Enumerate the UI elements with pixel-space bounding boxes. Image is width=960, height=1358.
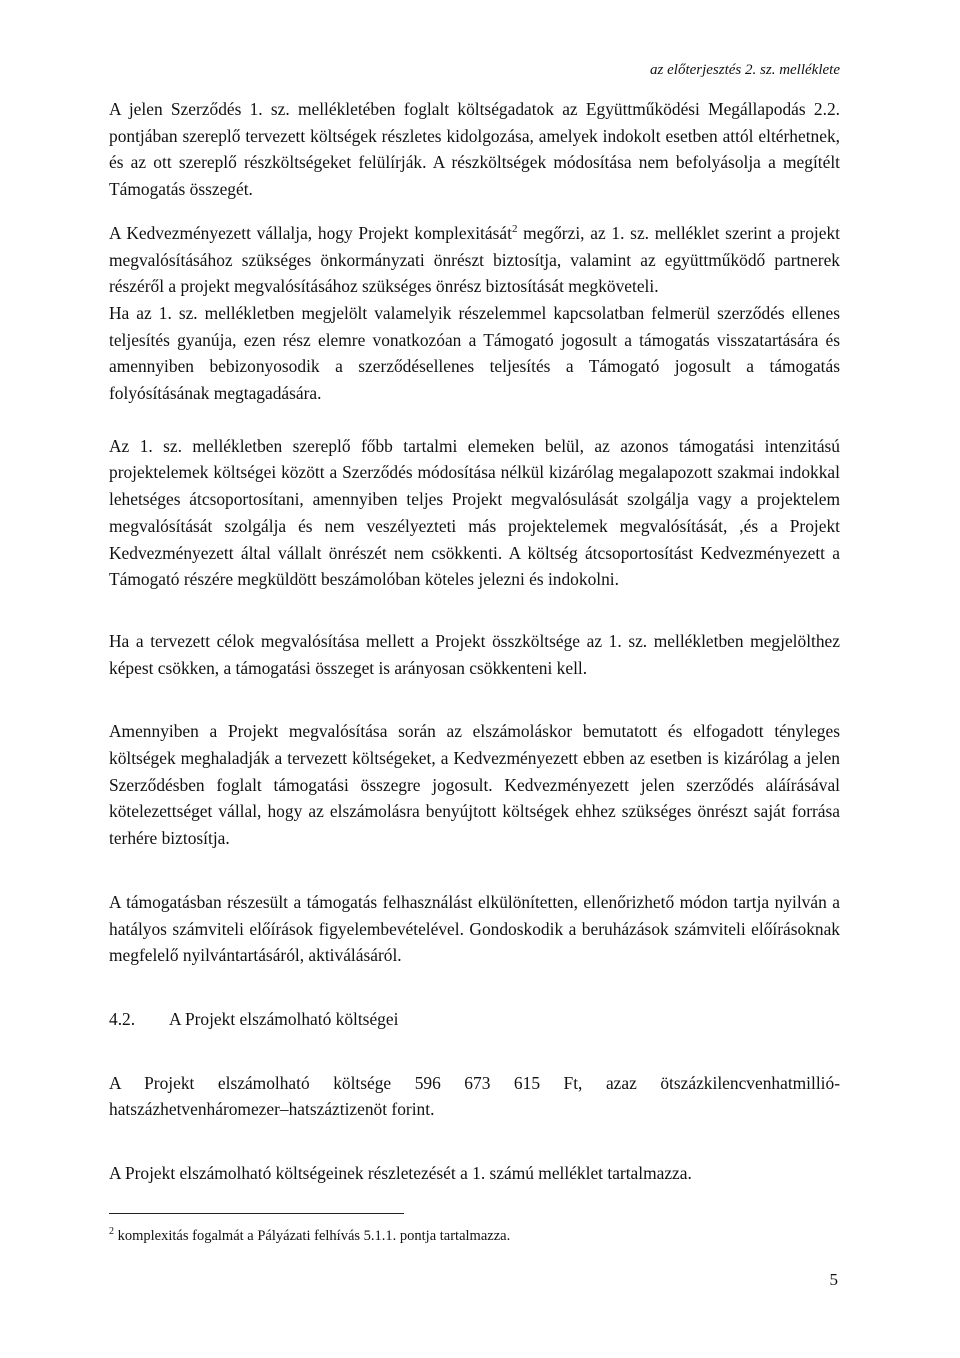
header-note: az előterjesztés 2. sz. melléklete (650, 62, 840, 78)
section-number: 4.2. (109, 1008, 136, 1029)
document-body (109, 96, 840, 1187)
footnote-marker: 2 (109, 1226, 114, 1238)
paragraph-cost-reduction: Ha a tervezett célok megvalósítása mellett a Projekt összköltsége az 1. sz. mellékletben megjelölthez képest csökken, a támogatási összeget is arányosan csökkenteni kell. (109, 630, 840, 678)
section-title: A Projekt elszámolható költségei (169, 1008, 399, 1029)
paragraph-breach-suspicion: Ha az 1. sz. mellékletben megjelölt valamelyik részelemmel kapcsolatban felmerül szerződés ellenes teljesítés gyanúja, ezen rész elemre vonatkozóan a Támogató jogosult a támogatás visszatartására és amennyiben bebizonyosodik a szerződésellenes teljesítés a Támogató jogosult a támogatás folyósításának megtagadására. (109, 302, 840, 404)
paragraph-eligible-cost: A Projekt elszámolható költsége 596 673 615 Ft, azaz ötszázkilencvenhatmillió-hatszázhetvenháromezer–hatszáztizenöt forint. (109, 1072, 840, 1120)
footnote (109, 1228, 510, 1245)
paragraph-project-complexity (109, 220, 840, 300)
footnote-text: komplexitás fogalmát a Pályázati felhívás 5.1.1. pontja tartalmazza. (114, 1228, 511, 1244)
paragraph-cost-regrouping: Az 1. sz. mellékletben szereplő főbb tartalmi elemeken belül, az azonos támogatási intenzitású projektelemek költségei között a Szerződés módosítása nélkül kizárólag megalapozott szakmai indokkal lehetséges átcsoportosítani, amennyiben teljes Projekt megvalósulását szolgálja vagy a projektelem megvalósítását szolgálja és nem veszélyezteti más projektelemek megvalósítását, ,és a Projekt Kedvezményezett által vállalt önrészét nem csökkenti. A költség átcsoportosítást Kedvezményezett a Támogató részére megküldött beszámolóban köteles jelezni és indokolni. (109, 435, 840, 590)
paragraph-cost-annex: A Projekt elszámolható költségeinek részletezését a 1. számú melléklet tartalmazza. (109, 1163, 692, 1184)
paragraph-project-complexity-end: megőrzi, az 1. sz. melléklet szerint a projekt megvalósításához szükséges önkormányzati önrészt biztosítja, valamint az együttműködő partnerek részéről a projekt megvalósításához szükséges önrész biztosítását megköveteli. (109, 222, 840, 297)
paragraph-accounting: A támogatásban részesült a támogatás felhasználást elkülönítetten, ellenőrizhető módon tartja nyilván a hatályos számviteli előírások figyelembevételével. Gondoskodik a beruházások számviteli előírásoknak megfelelő nyilvántartásáról, aktiválásáról. (109, 891, 840, 966)
page-number: 5 (829, 1270, 838, 1289)
footnote-reference: 2 (511, 223, 518, 236)
paragraph-cost-data: A jelen Szerződés 1. sz. mellékletében foglalt költségadatok az Együttműködési Megállapodás 2.2. pontjában szereplő tervezett költségek részletes kidolgozása, amelyek indokolt esetben attól eltérhetnek, és az ott szereplő részköltségeket felülírják. A részköltségek módosítása nem befolyásolja a megítélt Támogatás összegét. (109, 99, 840, 200)
section-heading (109, 1006, 840, 1033)
paragraph-cost-overrun: Amennyiben a Projekt megvalósítása során az elszámoláskor bemutatott és elfogadott tényleges költségek meghaladják a tervezett költségeket, a Kedvezményezett ebben az esetben is kizárólag a jelen Szerződésben foglalt támogatási összegre jogosult. Kedvezményezett jelen szerződés aláírásával kötelezettséget vállal, hogy az elszámolásra benyújtott költségek ehhez szükséges önrészt saját forrása terhére biztosítja. (109, 721, 840, 849)
paragraph-project-complexity-start: A Kedvezményezett vállalja, hogy Projekt komplexitását (109, 222, 512, 243)
footnote-divider (109, 1213, 404, 1214)
